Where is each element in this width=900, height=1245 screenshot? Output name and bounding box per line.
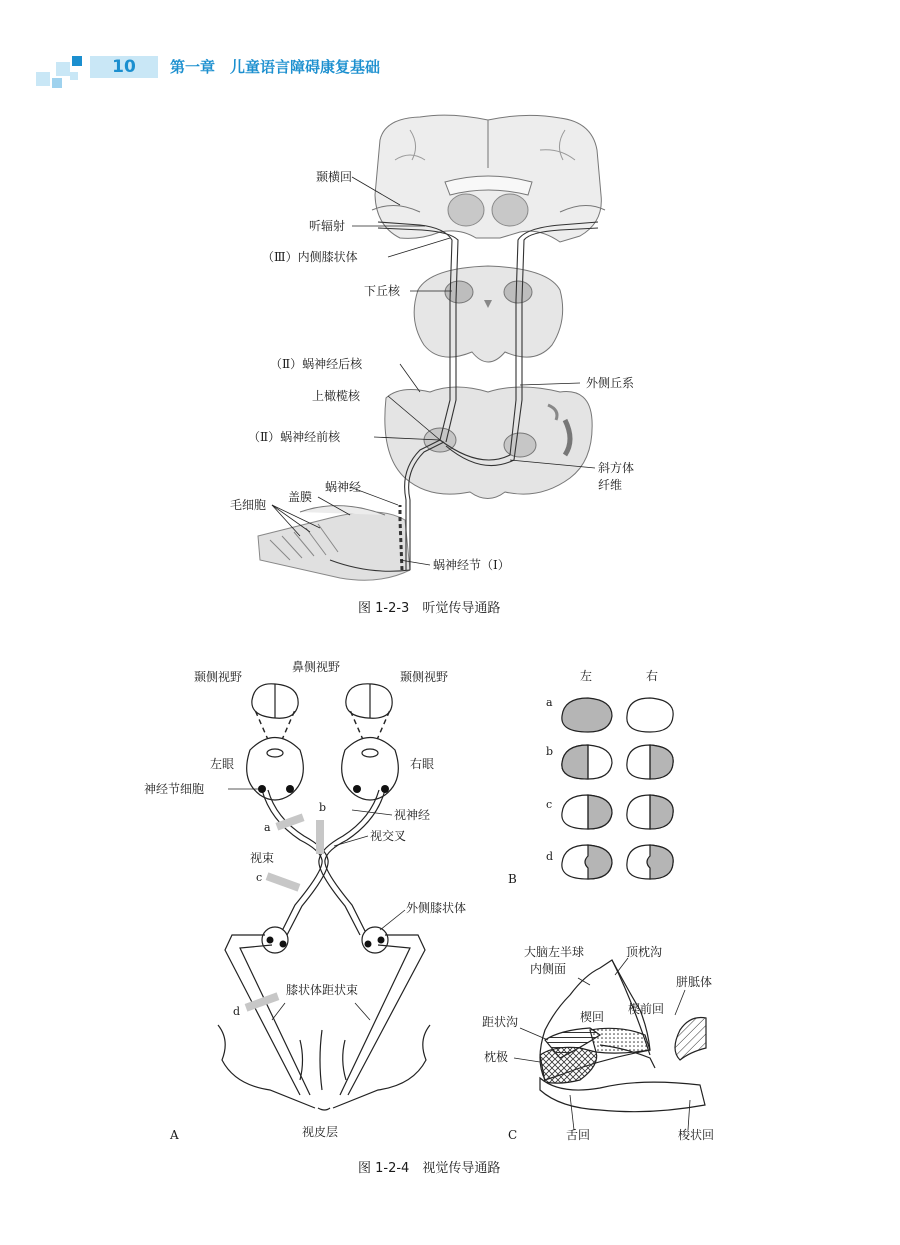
label-occipital-pole: 枕极 — [484, 1050, 509, 1064]
label-fusiform: 梭状回 — [678, 1128, 715, 1142]
label-right-column: 右 — [646, 669, 659, 683]
panel-a-letter: A — [170, 1128, 179, 1142]
label-left-column: 左 — [580, 669, 593, 683]
label-trapezoid-fibers: 纤维 — [598, 478, 623, 492]
label-temporal-field-left: 颞侧视野 — [194, 670, 243, 684]
label-temporal-field-right: 颞侧视野 — [400, 670, 449, 684]
row-label-a: a — [546, 696, 553, 709]
label-anterior-cochlear-nucleus: （Ⅱ）蜗神经前核 — [248, 430, 341, 444]
label-posterior-cochlear-nucleus: （Ⅱ）蜗神经后核 — [270, 357, 363, 371]
label-geniculocalcarine: 膝状体距状束 — [286, 983, 359, 997]
label-nasal-field: 鼻侧视野 — [292, 660, 341, 674]
label-tectorial-membrane: 盖膜 — [288, 490, 313, 504]
panel-c-letter: C — [508, 1128, 518, 1142]
label-parieto-occipital: 顶枕沟 — [626, 945, 663, 959]
lesion-label-b: b — [319, 801, 327, 814]
row-label-c: c — [546, 798, 553, 811]
figure1-caption: 图 1-2-3 听觉传导通路 — [358, 601, 501, 616]
label-cuneus: 楔回 — [580, 1010, 605, 1024]
page-number: 10 — [112, 57, 136, 77]
panel-b-letter: B — [508, 872, 517, 886]
lesion-label-d: d — [233, 1005, 241, 1018]
label-ganglion-cells: 神经节细胞 — [144, 782, 205, 796]
label-left-eye: 左眼 — [210, 757, 235, 771]
label-auditory-radiation: 听辐射 — [309, 219, 346, 233]
label-superior-olivary: 上橄榄核 — [312, 389, 361, 403]
label-spiral-ganglion: 蜗神经节（Ⅰ） — [433, 558, 510, 572]
label-lateral-geniculate: 外侧膝状体 — [406, 901, 467, 915]
label-calcarine: 距状沟 — [482, 1015, 519, 1029]
lesion-label-a: a — [264, 821, 271, 834]
label-lateral-lemniscus: 外侧丘系 — [586, 376, 635, 390]
figure2-caption: 图 1-2-4 视觉传导通路 — [358, 1161, 501, 1176]
label-optic-tract: 视束 — [250, 851, 275, 865]
row-label-d: d — [546, 850, 554, 863]
label-corpus-callosum: 胼胝体 — [676, 975, 713, 989]
label-inferior-colliculus: 下丘核 — [364, 284, 401, 298]
label-hemisphere: 大脑左半球 — [524, 945, 585, 959]
label-optic-nerve: 视神经 — [394, 808, 431, 822]
label-medial-geniculate: （Ⅲ）内侧膝状体 — [262, 250, 358, 264]
panel-a-diagram — [218, 684, 430, 1110]
label-trapezoid-body: 斜方体 — [598, 461, 635, 475]
label-optic-chiasm: 视交叉 — [370, 829, 407, 843]
label-visual-cortex: 视皮层 — [302, 1125, 339, 1139]
lesion-label-c: c — [256, 871, 263, 884]
label-right-eye: 右眼 — [410, 757, 435, 771]
label-hair-cells: 毛细胞 — [230, 498, 267, 512]
label-temporal-transverse-gyrus: 颞横回 — [316, 170, 353, 184]
chapter-title: 第一章 儿童语言障碍康复基础 — [170, 58, 381, 76]
label-precuneus: 楔前回 — [628, 1002, 665, 1016]
label-medial-surface: 内侧面 — [530, 962, 567, 976]
label-lingual: 舌回 — [566, 1128, 591, 1142]
panel-b-fields — [562, 698, 673, 879]
row-label-b: b — [546, 745, 554, 758]
label-cochlear-nerve: 蜗神经 — [325, 480, 362, 494]
